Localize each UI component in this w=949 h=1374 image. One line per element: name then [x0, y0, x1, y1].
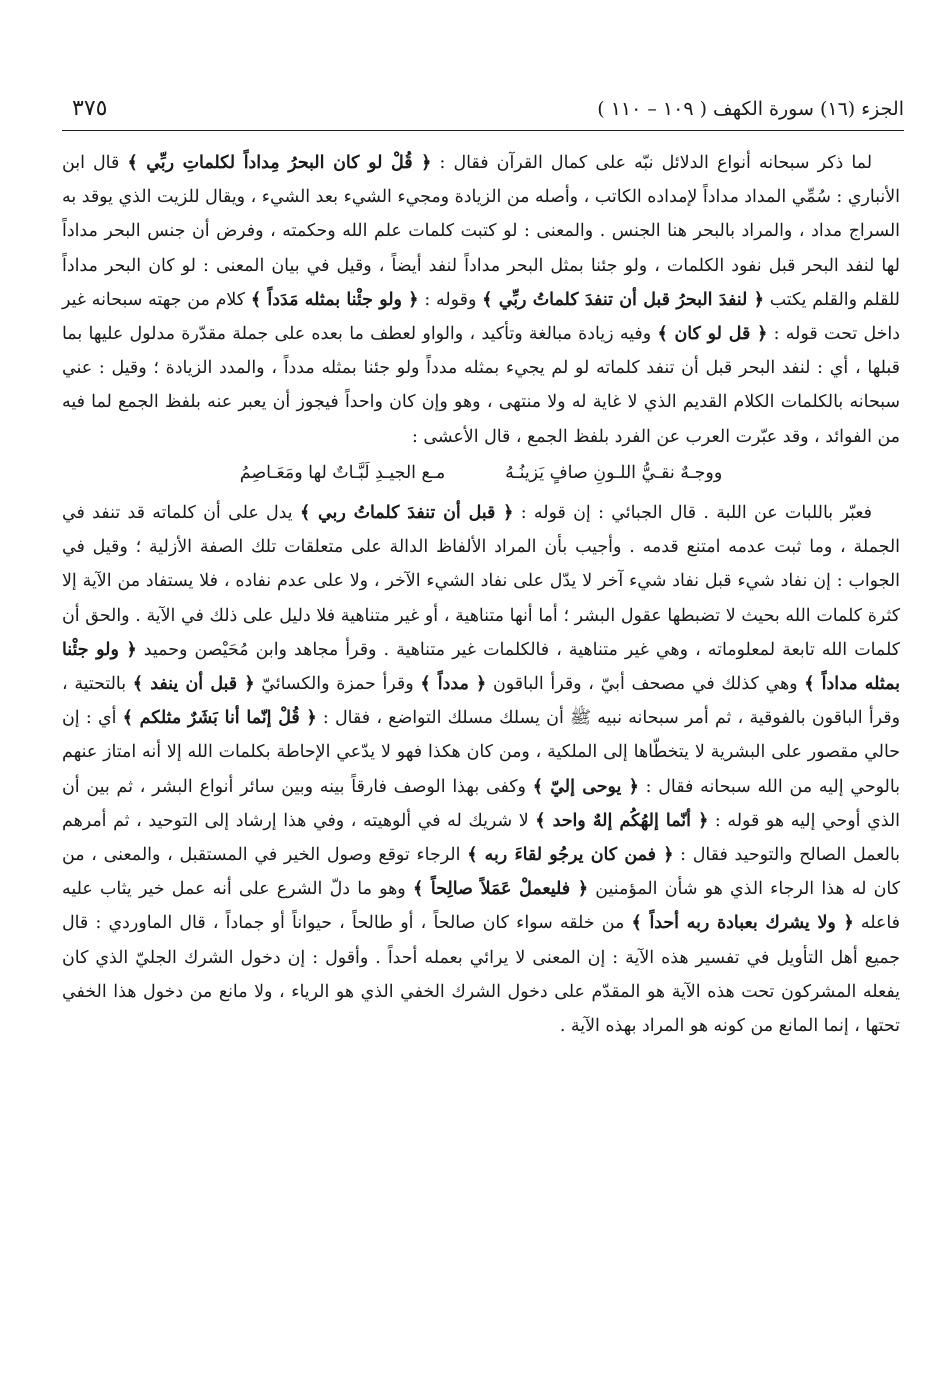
page-number: ٣٧٥ — [72, 96, 108, 121]
quran-quote: ﴿ قُلْ إنّما أنا بَشَرٌ مثلكم ﴾ — [122, 708, 317, 729]
text-run: وكفى بهذا الوصف فارقاً بينه وبين سائر أنواع البشر ، ثم بين أن الذي أوحي إليه هو قوله : — [62, 776, 900, 831]
poetry-verse — [62, 456, 900, 490]
text-run: بالتحتية ، وقرأ الباقون بالفوقية ، ثم أمر سبحانه نبيه ﷺ أن يسلك مسلك التواضع ، فقال : — [62, 674, 900, 729]
text-run: لا شريك له في ألوهيته ، وفي هذا إرشاد إلى التوحيد ، ثم أمرهم بالعمل الصالح والتوحيد فقال : — [62, 810, 900, 866]
quran-quote: ﴿ ولو جئْنا بمثله مداداً ﴾ — [62, 639, 901, 695]
text-run: وهو ما دلّ الشرع على أنه عمل خير يثاب عليه فاعله — [62, 879, 900, 934]
verse-first-hemistich: ووجـهٌ نقـيُّ اللـونِ صافٍ يَزينُـهُ — [505, 462, 723, 483]
text-run: وقوله : — [418, 289, 483, 310]
quran-quote: ﴿ يوحى إليّ ﴾ — [532, 776, 639, 797]
text-run: يدل على أن كلماته قد تنفد في الجملة ، وما ثبت عدمه امتنع قدمه . وأجيب بأن المراد الألفاظ الدالة على متعلقات تلك الصفة الأزلية ؛ وقيل في الجواب : إن نفاد شيء قبل نفاد شيء آخر لا يدّل على نفاد الشيء الآخر ، ولا على عدم نفاده ، فلا يستفاد من الآية إلا كثرة كلمات الله بحيث لا تضبطها عقول البشر ؛ أما أنها متناهية ، أو غير متناهية فلا دليل على ذلك في الآية . والحق أن كلمات الله تابعة لمعلوماته ، وهي غير متناهية ، فالكلمات غير متناهية . وقرأ مجاهد وابن مُحَيْصن وحميد — [62, 503, 900, 660]
text-run: وهي كذلك في مصحف أبيّ ، وقرأ الباقون — [486, 674, 805, 695]
quran-quote: ﴿ قُلْ لو كان البحرُ مِداداً لكلماتِ ربِّي ﴾ — [127, 153, 432, 173]
text-run: قال ابن الأنباري : سُمِّي المداد مداداً لإمداده الكاتب ، وأصله من الزيادة ومجيء الشيء بعد الشيء ، ويقال للزيت الذي يوقد به السراج مداد ، والمراد بالبحر هنا الجنس . والمعنى : لو كتبت كلمات علم الله وحكمته ، وفرض أن جنس البحر مداداً لها لنفد البحر قبل نفود الكلمات ، ولو جئنا بمثل البحر مداداً لنفد أيضاً ، وقيل في بيان المعنى : لو كان البحر مداداً للقلم والقلم يكتب — [62, 153, 900, 310]
quran-quote: ﴿ مدداً ﴾ — [420, 674, 487, 695]
body-text — [62, 146, 900, 1043]
quran-quote: ﴿ قل لو كان ﴾ — [657, 324, 768, 345]
text-run: فعبّر باللبات عن اللبة . قال الجبائي : إن قوله : — [513, 503, 872, 524]
quran-quote: ﴿ ولو جئْنا بمثله مَدَداً ﴾ — [250, 289, 419, 310]
text-run: كلام من جهته سبحانه غير داخل تحت قوله : — [62, 289, 901, 345]
text-run: وفيه زيادة مبالغة وتأكيد ، والواو لعطف ما بعده على جملة مقدّرة مدلول عليها بما قبلها ، أي : لنفد البحر قبل أن تنفد كلماته لو لم يجيء بمثله مدداً ولو جئنا بمثله مدداً ، والمدد الزيادة ؛ وقيل : عني سبحانه بالكلمات الكلام القديم الذي لا غاية له ولا منتهى ، وهو وإن كان واحداً فيجوز أن يعبر عنه بلفظ الجمع لما فيه من الفوائد ، وقد عبّرت العرب عن الفرد بلفظ الجمع ، قال الأعشى : — [62, 324, 900, 447]
page-header — [62, 92, 904, 132]
quran-quote: ﴿ قبل أن تنفدَ كلماتُ ربي ﴾ — [299, 503, 514, 524]
text-run: أي : إن حالي مقصور على البشرية لا يتخطّاها إلى الملكية ، ومن كان هكذا فهو لا يدّعي الإحاطة بكلمات الله إلا أنه امتاز عنهم بالوحي إليه من الله سبحانه فقال : — [62, 708, 900, 797]
text-run: من خلقه سواء كان صالحاً ، أو طالحاً ، حيواناً أو جماداً ، قال الماوردي : قال جميع أهل التأويل في تفسير هذه الآية : إن المعنى لا يرائي بعمله أحداً . وأقول : إن دخول الشرك الجليّ الذي كان يفعله المشركون تحت هذه الآية هو المقدّم على دخول الشرك الخفي الذي هو الرياء ، ولا مانع من دخول هذا الخفي تحتها ، إنما المانع من كونه هو المراد بهذه الآية . — [62, 913, 900, 1037]
header-rule — [62, 130, 904, 131]
running-title: الجزء (١٦) سورة الكهف ( ١٠٩ – ١١٠ ) — [597, 98, 904, 120]
text-run: الرجاء توقع وصول الخير في المستقبل ، والمعنى ، من كان له هذا الرجاء الذي هو شأن المؤمنين — [62, 845, 900, 900]
paragraph-2 — [62, 496, 900, 1043]
verse-second-hemistich: مـع الجيـدِ لَبَّـاتٌ لها ومَعَـاصِمُ — [239, 462, 446, 483]
quran-quote: ﴿ ولا يشرك بعبادة ربه أحداً ﴾ — [631, 913, 854, 934]
quran-quote: ﴿ فليعملْ عَمَلاً صالِحاً ﴾ — [412, 879, 589, 900]
quran-quote: ﴿ فمن كان يرجُو لقاءَ ربه ﴾ — [467, 845, 674, 866]
text-run: لما ذكر سبحانه أنواع الدلائل نبّه على كمال القرآن فقال : — [431, 153, 872, 173]
quran-quote: ﴿ قبل أن ينفد ﴾ — [132, 674, 255, 695]
paragraph-1 — [62, 146, 900, 454]
quran-quote: ﴿ أنّما إلهُكُم إلهٌ واحد ﴾ — [535, 810, 709, 831]
quran-quote: ﴿ لنفدَ البحرُ قبل أن تنفدَ كلماتُ ربِّي ﴾ — [482, 289, 764, 310]
text-run: وقرأ حمزة والكسائيّ — [254, 674, 421, 695]
